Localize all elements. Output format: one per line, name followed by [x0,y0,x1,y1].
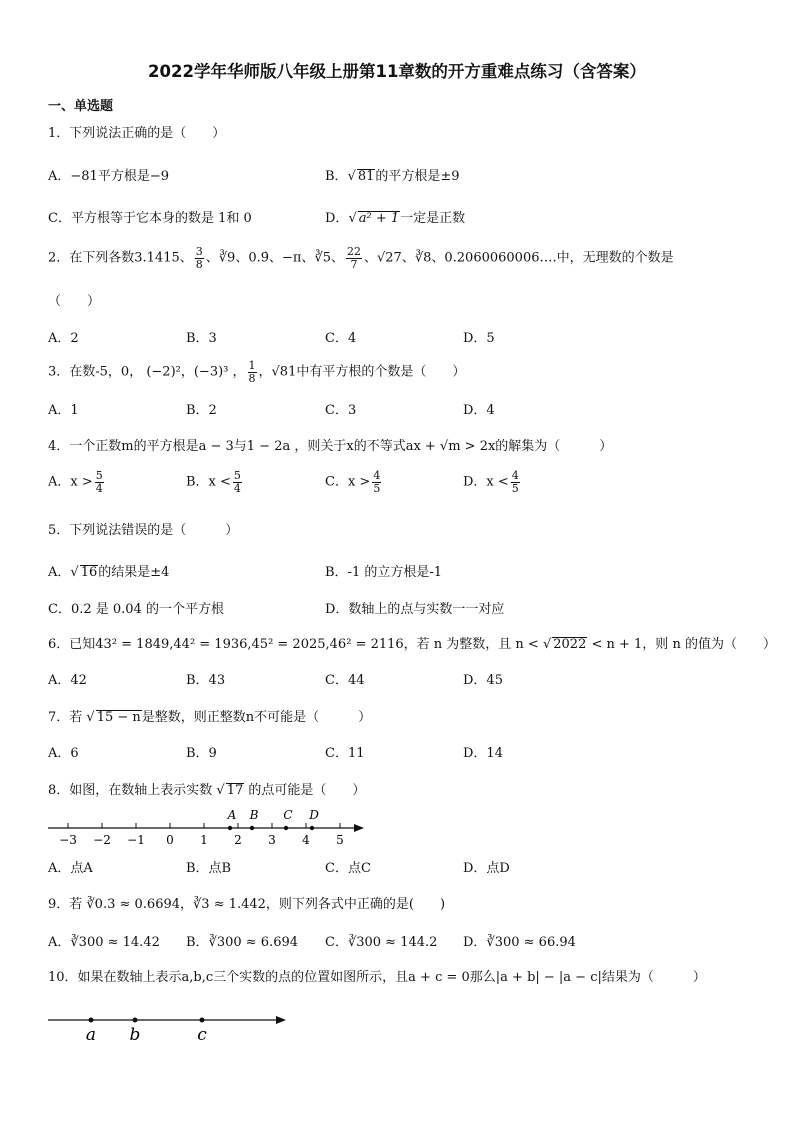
q2-option-b: B．3 [186,331,217,346]
q4-option-d [463,470,522,494]
point-label: c [197,1025,207,1045]
q6-option-d: D．45 [463,673,503,688]
q2-option-a: A．2 [48,331,79,346]
q1-option-a: A．−81平方根是−9 [48,169,169,184]
option-text: C．x > [325,474,371,490]
question-5-stem: 5．下列说法错误的是（ ） [48,523,239,538]
stem-text: 是整数，则正整数n不可能是（ ） [141,710,372,725]
tick-group [59,823,344,847]
q7-option-d: D．14 [463,746,503,761]
q6-option-c: C．44 [325,673,365,688]
numerator: 3 [195,245,203,258]
denominator: 8 [248,371,256,385]
tick-label: 4 [302,833,310,847]
q4-option-c [325,470,383,494]
q9-option-b: B．∛300 ≈ 6.694 [186,935,299,950]
q9-option-d: D．∛300 ≈ 66.94 [463,935,576,950]
q7-option-a: A．6 [48,746,79,761]
denominator: 7 [350,257,358,271]
option-letter: A． [48,565,71,580]
numerator: 5 [95,469,103,482]
option-letter: D． [325,211,349,226]
q4-option-a [48,470,106,494]
point-marker [250,826,254,830]
denominator: 5 [373,481,381,495]
option-text: B．x < [186,474,231,490]
radicand: 81 [357,169,375,184]
q5-option-a: A．√ 16的结果是±4 [48,565,170,580]
radicand: 16 [80,565,98,580]
q5-option-b: B．-1 的立方根是-1 [325,565,443,580]
question-8-stem: 8．如图，在数轴上表示实数 √ 17 的点可能是（ ） [48,783,366,798]
q9-option-c: C．∛300 ≈ 144.2 [325,935,438,950]
q5-option-c: C．0.2 是 0.04 的一个平方根 [48,602,224,617]
question-1-stem: 1．下列说法正确的是（ ） [48,126,226,141]
point-marker [228,826,232,830]
q8-option-a: A．点A [48,861,93,876]
fraction [248,360,257,384]
option-letter: B． [325,169,348,184]
question-2-paren: （ ） [48,294,101,309]
number-line-q10 [44,1008,294,1048]
fraction [511,470,520,494]
stem-text: ，√81中有平方根的个数是（ ） [258,364,466,380]
numerator: 22 [347,245,361,258]
point-label: C [283,808,293,822]
stem-text: 7．若 [48,710,83,725]
question-9-stem: 9．若 ∛0.3 ≈ 0.6694，∛3 ≈ 1.442，则下列各式中正确的是( ) [48,897,446,912]
option-text: 一定是正数 [400,211,466,226]
tick-label: −2 [93,833,111,847]
tick-label: −3 [59,833,77,847]
axis-arrow [354,824,364,832]
fraction [233,470,242,494]
point-label: A [227,808,237,822]
option-text: 的结果是±4 [98,565,170,580]
q1-option-d: D．√ a² + 1一定是正数 [325,211,466,226]
question-4-stem: 4．一个正数m的平方根是a − 3与1 − 2a ，则关于x的不等式ax + √m > 2x的解集为（ ） [48,439,613,454]
q3-option-b: B．2 [186,403,217,418]
fraction [372,470,381,494]
tick-label: 2 [234,833,242,847]
q1-option-c: C．平方根等于它本身的数是 1和 0 [48,211,252,226]
stem-text: 、√27、∛8、0.2060060006….中，无理数的个数是 [364,250,674,266]
stem-text: 2．在下列各数3.1415、 [48,250,193,266]
q6-option-a: A．42 [48,673,87,688]
page-title: 2022学年华师版八年级上册第11章数的开方重难点练习（含答案） [148,62,646,81]
radicand: 2022 [553,637,587,652]
tick-label: 3 [268,833,276,847]
point-marker [133,1018,138,1023]
q8-option-d: D．点D [463,861,510,876]
q3-option-c: C．3 [325,403,357,418]
point-label: B [249,808,259,822]
q5-option-d: D．数轴上的点与实数一一对应 [325,602,505,617]
point-marker [89,1018,94,1023]
stem-text: 3．在数-5，0， (−2)²，(−3)³ ， [48,364,246,380]
q2-option-c: C．4 [325,331,357,346]
point-marker [310,826,314,830]
q3-option-d: D．4 [463,403,495,418]
q7-option-c: C．11 [325,746,365,761]
point-marker [284,826,288,830]
point-marker [200,1018,205,1023]
number-line-q8 [44,806,374,850]
q4-option-b [186,470,244,494]
tick-label: 0 [166,833,174,847]
q8-option-c: C．点C [325,861,371,876]
stem-text: 的点可能是（ ） [248,783,366,798]
axis-arrow [276,1016,286,1024]
denominator: 5 [511,481,519,495]
q6-option-b: B．43 [186,673,226,688]
stem-text: 6．已知43² = 1849,44² = 1936,45² = 2025,46² = 2116，若 n 为整数，且 n < [48,637,539,652]
stem-text: 、∛9、0.9̇、−π、∛5、 [205,250,344,266]
stem-text: 8．如图，在数轴上表示实数 [48,783,213,798]
radicand: 17 [226,783,244,798]
point-group [86,1018,207,1046]
stem-text: < n + 1，则 n 的值为（ ） [591,637,776,652]
fraction [346,246,362,270]
point-label: b [129,1025,141,1045]
point-label: D [309,808,319,822]
numerator: 4 [373,469,381,482]
q3-option-a: A．1 [48,403,79,418]
tick-label: 5 [336,833,344,847]
q8-option-b: B．点B [186,861,232,876]
question-7-stem: 7．若 √ 15 − n是整数，则正整数n不可能是（ ） [48,710,372,725]
q7-option-b: B．9 [186,746,217,761]
tick-label: −1 [127,833,145,847]
tick-label: 1 [200,833,208,847]
denominator: 8 [195,257,203,271]
q1-option-b: B．√ 81的平方根是±9 [325,169,460,184]
section-heading: 一、单选题 [48,99,114,114]
radicand: 15 − n [96,710,141,725]
question-10-stem: 10．如果在数轴上表示a,b,c三个实数的点的位置如图所示，且a + c = 0那么|a + b| − |a − c|结果为（ ） [48,970,706,985]
option-text: 的平方根是±9 [375,169,460,184]
q9-option-a: A．∛300 ≈ 14.42 [48,935,160,950]
q2-option-d: D．5 [463,331,495,346]
option-text: A．x > [48,474,93,490]
fraction [195,246,204,270]
radicand: a² + 1 [358,211,400,226]
denominator: 4 [95,481,103,495]
question-3-stem [48,360,465,384]
numerator: 1 [248,359,256,372]
numerator: 4 [511,469,519,482]
point-group [227,808,320,830]
question-6-stem: 6．已知43² = 1849,44² = 1936,45² = 2025,46² = 2116，若 n 为整数，且 n < √ 2022 < n + 1，则 n 的值为（ ） [48,637,776,652]
fraction [95,470,104,494]
question-2-stem [48,246,674,270]
denominator: 4 [233,481,241,495]
point-label: a [85,1025,97,1045]
option-text: D．x < [463,474,509,490]
numerator: 5 [233,469,241,482]
